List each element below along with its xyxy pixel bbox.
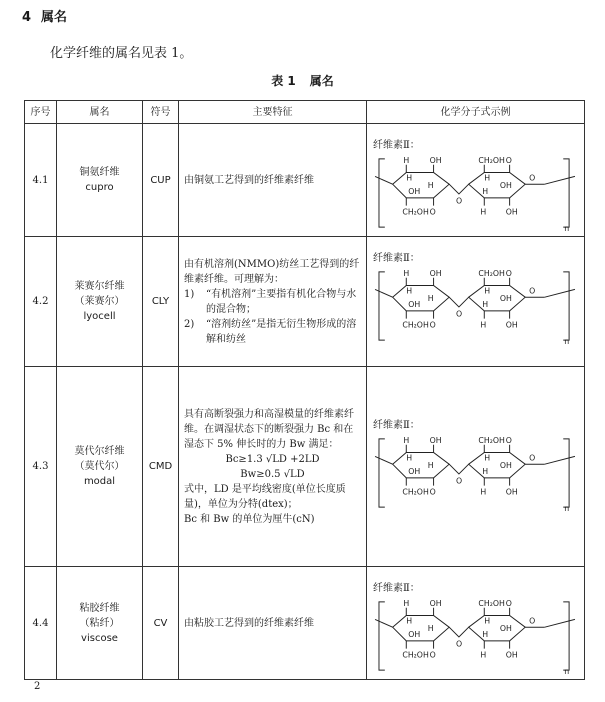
table-row xyxy=(25,567,585,680)
symbol: CV xyxy=(143,567,179,680)
name-cn: 铜氨纤维 xyxy=(79,167,120,178)
section-number: 4 xyxy=(22,10,32,25)
name-cn: 粘胶纤维 xyxy=(79,602,120,614)
table-row xyxy=(25,237,585,367)
cellulose-ii-structure xyxy=(373,596,578,674)
page-number: 2 xyxy=(34,681,41,692)
section-title: 属名 xyxy=(41,10,68,25)
feature-note: 式中，LD 是平均线密度(单位长度质量)，单位为分特(dtex)； xyxy=(184,483,346,510)
header-symbol: 符号 xyxy=(143,101,179,124)
header-feature: 主要特征 xyxy=(179,101,367,124)
name-en: modal xyxy=(83,476,116,487)
item-text: “溶剂纺丝”是指无衍生物形成的溶解和纺丝 xyxy=(206,318,357,345)
section-heading xyxy=(22,6,67,25)
item-text: “有机溶剂”主要指有机化合物与水的混合物； xyxy=(206,288,357,315)
name-en: viscose xyxy=(81,632,118,644)
symbol: CLY xyxy=(143,237,179,367)
structure-cell xyxy=(367,567,585,680)
row-number: 4.4 xyxy=(25,567,57,680)
genus-name xyxy=(57,367,143,567)
name-en: lyocell xyxy=(83,311,116,322)
row-number: 4.3 xyxy=(25,367,57,567)
symbol: CMD xyxy=(143,367,179,567)
feature: 由粘胶工艺得到的纤维素纤维 xyxy=(179,567,367,680)
table-number: 表 1 xyxy=(271,74,296,88)
name-cn: 莱赛尔纤维 xyxy=(74,281,125,292)
formula-bw: Bw≥0.5 √LD xyxy=(240,468,305,480)
feature-text: 由有机溶剂(NMMO)纺丝工艺得到的纤维素纤维。可理解为： xyxy=(184,258,360,285)
structure-label: 纤维素Ⅱ： xyxy=(373,583,420,594)
symbol: CUP xyxy=(143,124,179,237)
structure-cell xyxy=(367,124,585,237)
table-row xyxy=(25,367,585,567)
name-alt: （莫代尔） xyxy=(74,461,125,472)
header-formula: 化学分子式示例 xyxy=(367,101,585,124)
structure-label: 纤维素Ⅱ： xyxy=(373,253,420,264)
genus-name xyxy=(57,237,143,367)
genus-name xyxy=(57,567,143,680)
formula-bc: Bc≥1.3 √LD +2LD xyxy=(225,453,320,465)
name-alt: （粘纤） xyxy=(79,617,120,629)
feature-text: 具有高断裂强力和高湿模量的纤维素纤维。在调湿状态下的断裂强力 Bc 和在湿态下 5% 伸长时的力 Bw 满足： xyxy=(184,408,354,450)
cellulose-ii-structure xyxy=(373,266,578,344)
header-name: 属名 xyxy=(57,101,143,124)
feature: 由铜氨工艺得到的纤维素纤维 xyxy=(179,124,367,237)
name-en: cupro xyxy=(85,182,114,193)
feature-item xyxy=(184,317,361,347)
structure-cell xyxy=(367,367,585,567)
table-row xyxy=(25,124,585,237)
feature xyxy=(179,237,367,367)
item-marker: 1) xyxy=(184,288,195,300)
feature-item xyxy=(184,287,361,317)
intro-text: 化学纤维的属名见表 1。 xyxy=(50,46,193,61)
structure-label: 纤维素Ⅱ： xyxy=(373,140,420,151)
row-number: 4.1 xyxy=(25,124,57,237)
name-cn: 莫代尔纤维 xyxy=(74,446,125,457)
row-number: 4.2 xyxy=(25,237,57,367)
feature-note: Bc 和 Bw 的单位为厘牛(cN) xyxy=(184,513,315,525)
cellulose-ii-structure xyxy=(373,433,578,511)
cellulose-ii-structure xyxy=(373,153,578,231)
item-marker: 2) xyxy=(184,318,195,330)
genus-name xyxy=(57,124,143,237)
table-header-row xyxy=(25,101,585,124)
genus-name-table xyxy=(24,100,585,680)
feature xyxy=(179,367,367,567)
structure-cell xyxy=(367,237,585,367)
table-caption xyxy=(0,72,605,89)
name-alt: （莱赛尔） xyxy=(74,296,125,307)
table-title: 属名 xyxy=(309,74,334,88)
header-no: 序号 xyxy=(25,101,57,124)
structure-label: 纤维素Ⅱ： xyxy=(373,419,420,431)
